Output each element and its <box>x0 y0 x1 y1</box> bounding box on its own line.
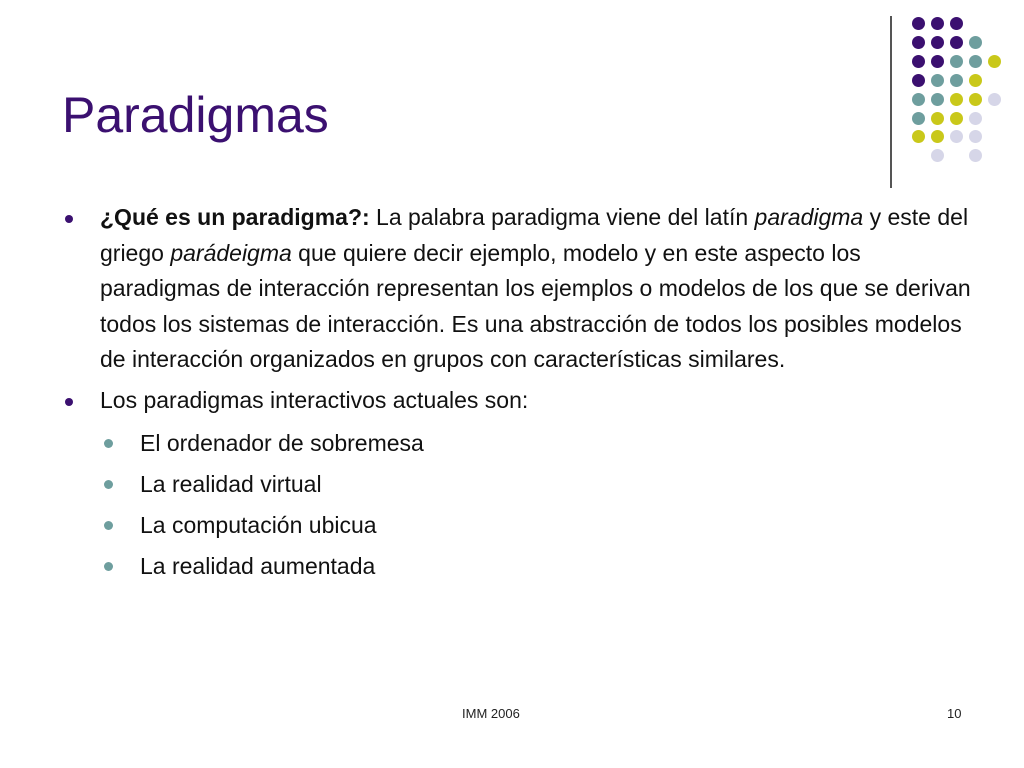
dot <box>912 55 925 68</box>
sub-bullet-dot-icon <box>104 521 113 530</box>
bullet-text: Los paradigmas interactivos actuales son: <box>100 386 529 413</box>
bullet-italic-term: parádeigma <box>170 239 292 266</box>
bullet-bold-lead: ¿Qué es un paradigma?: <box>100 204 370 230</box>
dot <box>912 93 925 106</box>
sub-bullet-text: La realidad virtual <box>140 471 322 497</box>
dot <box>931 130 944 143</box>
dot <box>969 74 982 87</box>
sub-bullet-text: El ordenador de sobremesa <box>140 430 424 456</box>
dot <box>988 55 1001 68</box>
slide-title: Paradigmas <box>62 87 329 143</box>
dot <box>931 74 944 87</box>
dot <box>950 17 963 30</box>
bullet-current-paradigms <box>60 383 980 419</box>
dot <box>931 112 944 125</box>
sub-bullet-text: La realidad aumentada <box>140 553 376 579</box>
slide-content <box>60 200 980 587</box>
bullet-italic-term: paradigma <box>754 204 864 230</box>
dot <box>950 93 963 106</box>
dot <box>950 130 963 143</box>
footer-label: IMM 2006 <box>462 706 520 721</box>
decorative-dot-grid <box>0 0 1024 200</box>
dot <box>969 149 982 162</box>
dot <box>912 130 925 143</box>
dot <box>931 93 944 106</box>
dot <box>912 36 925 49</box>
sub-bullet-dot-icon <box>104 562 113 571</box>
dot <box>950 112 963 125</box>
dot <box>912 112 925 125</box>
sub-bullet-text: La computación ubicua <box>140 512 377 538</box>
dot <box>988 93 1001 106</box>
sub-bullet <box>60 423 980 464</box>
bullet-dot-icon <box>65 398 73 406</box>
bullet-text: que quiere decir ejemplo, modelo y en este aspecto los paradigmas de interacción representan los ejemplos o modelos de los que se derivan todos los sistemas de interacción. Es una abstracción de todos los posibles modelos de interacción organizados en grupos con características similares. <box>100 239 971 372</box>
bullet-text: y este del griego <box>100 204 969 266</box>
dot <box>969 112 982 125</box>
bullet-text: La palabra paradigma viene del latín <box>369 204 755 230</box>
bullet-dot-icon <box>65 215 73 223</box>
dot <box>969 55 982 68</box>
dot <box>931 17 944 30</box>
dot <box>931 149 944 162</box>
sub-bullet <box>60 546 980 587</box>
dot <box>969 36 982 49</box>
sub-bullet <box>60 505 980 546</box>
dot <box>950 55 963 68</box>
dot <box>931 36 944 49</box>
sub-bullet <box>60 464 980 505</box>
dot <box>969 93 982 106</box>
dot <box>950 74 963 87</box>
dot <box>931 55 944 68</box>
sub-bullet-dot-icon <box>104 439 113 448</box>
bullet-paradigm-definition <box>60 200 980 378</box>
dot <box>912 17 925 30</box>
dot <box>950 36 963 49</box>
dot <box>969 130 982 143</box>
page-number: 10 <box>947 706 962 721</box>
sub-bullet-dot-icon <box>104 480 113 489</box>
dot <box>912 74 925 87</box>
